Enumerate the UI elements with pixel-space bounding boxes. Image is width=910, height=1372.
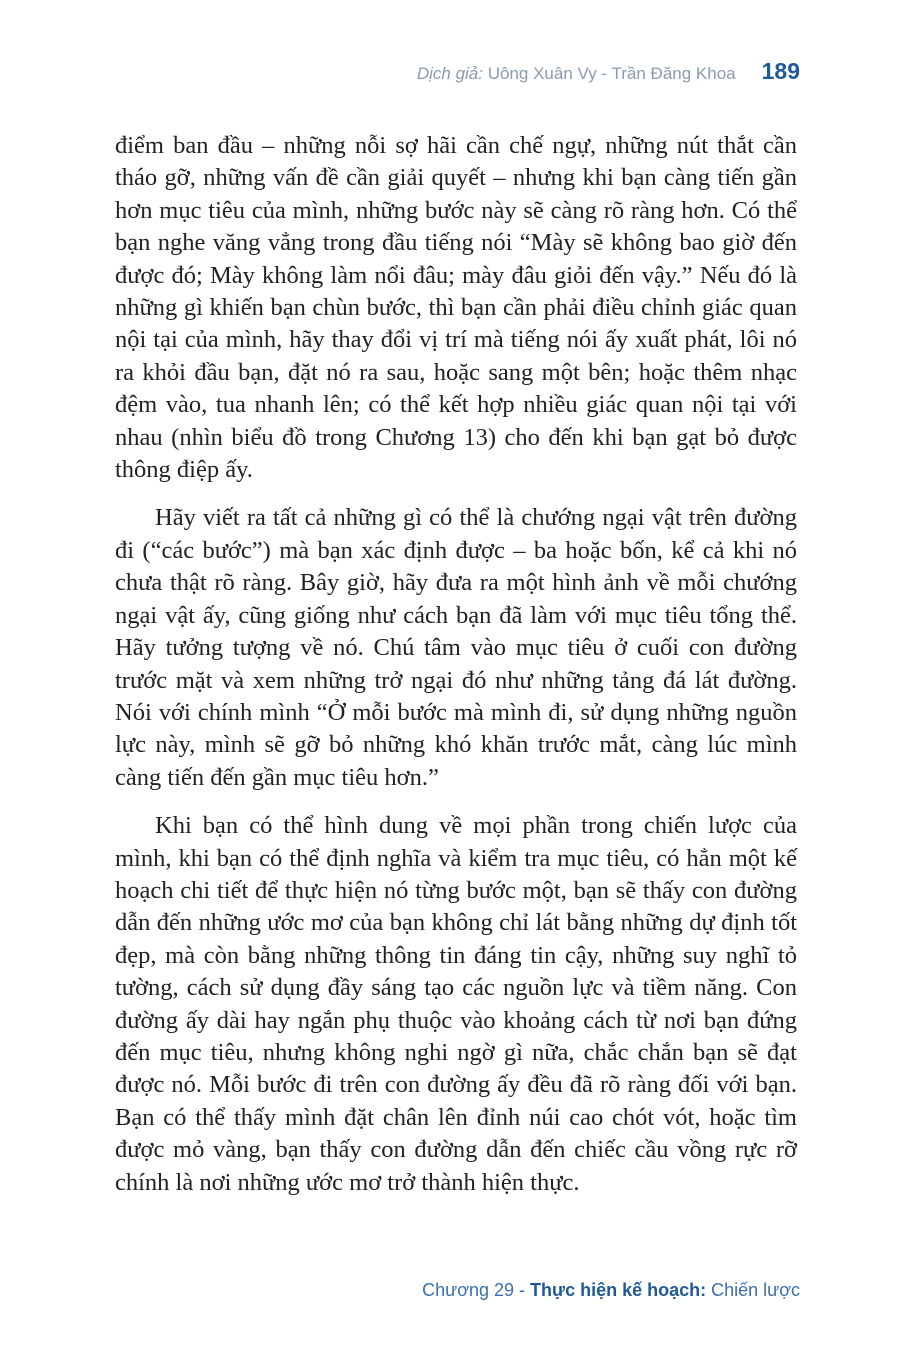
running-footer	[422, 1280, 800, 1301]
page-number: 189	[761, 58, 800, 84]
translator-names: Uông Xuân Vy - Trần Đăng Khoa	[482, 64, 736, 83]
chapter-subtopic: Chiến lược	[706, 1280, 800, 1300]
chapter-topic: Thực hiện kế hoạch:	[530, 1280, 707, 1300]
body-text	[115, 130, 797, 1215]
paragraph: Khi bạn có thể hình dung về mọi phần trong chiến lược của mình, khi bạn có thể định nghĩa và kiểm tra mục tiêu, có hẳn một kế hoạch chi tiết để thực hiện nó từng bước một, bạn sẽ thấy con đường dẫn đến những ước mơ của bạn không chỉ lát bằng những dự định tốt đẹp, mà còn bằng những thông tin đáng tin cậy, những suy nghĩ tỏ tường, cách sử dụng đầy sáng tạo các nguồn lực và tiềm năng. Con đường ấy dài hay ngắn phụ thuộc vào khoảng cách từ nơi bạn đứng đến mục tiêu, nhưng không nghi ngờ gì nữa, chắc chắn bạn sẽ đạt được nó. Mỗi bước đi trên con đường ấy đều đã rõ ràng đối với bạn. Bạn có thể thấy mình đặt chân lên đỉnh núi cao chót vót, hoặc tìm được mỏ vàng, bạn thấy con đường dẫn đến chiếc cầu vồng rực rỡ chính là nơi những ước mơ trở thành hiện thực.	[115, 812, 797, 1196]
running-header	[417, 58, 800, 85]
paragraph-continued: điểm ban đầu – những nỗi sợ hãi cần chế ngự, những nút thắt cần tháo gỡ, những vấn đề cần giải quyết – nhưng khi bạn càng tiến gần hơn mục tiêu của mình, những bước này sẽ càng rõ ràng hơn. Có thể bạn nghe văng vẳng trong đầu tiếng nói “Mày sẽ không bao giờ đến được đó; Mày không làm nổi đâu; mày đâu giỏi đến vậy.” Nếu đó là những gì khiến bạn chùn bước, thì bạn cần phải điều chỉnh giác quan nội tại của mình, hãy thay đổi vị trí mà tiếng nói ấy xuất phát, lôi nó ra khỏi đầu bạn, đặt nó ra sau, hoặc sang một bên; hoặc thêm nhạc đệm vào, tua nhanh lên; có thể kết hợp nhiều giác quan nội tại với nhau (nhìn biểu đồ trong Chương 13) cho đến khi bạn gạt bỏ được thông điệp ấy.	[115, 132, 797, 484]
paragraph: Hãy viết ra tất cả những gì có thể là chướng ngại vật trên đường đi (“các bước”) mà bạn xác định được – ba hoặc bốn, kể cả khi nó chưa thật rõ ràng. Bây giờ, hãy đưa ra một hình ảnh về mỗi chướng ngại vật ấy, cũng giống như cách bạn đã làm với mục tiêu tổng thể. Hãy tưởng tượng về nó. Chú tâm vào mục tiêu ở cuối con đường trước mặt và xem những trở ngại đó như những tảng đá lát đường. Nói với chính mình “Ở mỗi bước mà mình đi, sử dụng những nguồn lực này, mình sẽ gỡ bỏ những khó khăn trước mắt, càng lúc mình càng tiến đến gần mục tiêu hơn.”	[115, 504, 797, 791]
translator-credit	[417, 64, 736, 84]
chapter-label: Chương 29 -	[422, 1280, 531, 1300]
translator-role: Dịch giả:	[416, 64, 483, 83]
